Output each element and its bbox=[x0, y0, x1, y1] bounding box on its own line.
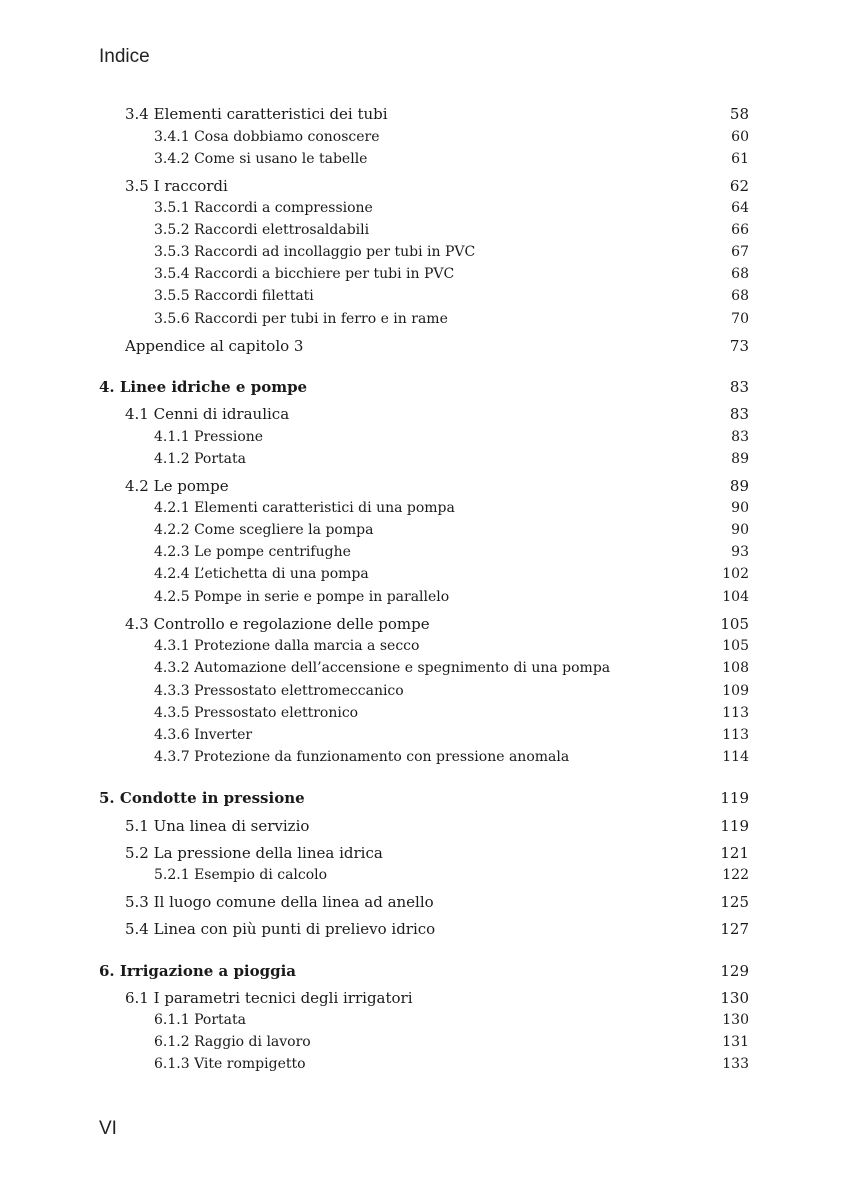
toc-entry-page: 119 bbox=[720, 789, 749, 807]
toc-entry-section[interactable] bbox=[0, 891, 846, 913]
toc-entry-page: 127 bbox=[720, 920, 749, 938]
toc-entry-title: 3.5.5 Raccordi filettati bbox=[154, 288, 314, 304]
toc-entry-subsection[interactable] bbox=[0, 426, 846, 448]
toc-entry-title: 6.1 I parametri tecnici degli irrigatori bbox=[125, 989, 413, 1007]
toc-entry-subsection[interactable] bbox=[0, 219, 846, 241]
toc-entry-subsection[interactable] bbox=[0, 285, 846, 307]
toc-entry-title: 4.3.2 Automazione dell’accensione e spegnimento di una pompa bbox=[154, 660, 611, 676]
toc-entry-title: 6.1.1 Portata bbox=[154, 1012, 246, 1028]
toc-entry-subsection[interactable] bbox=[0, 563, 846, 585]
toc-entry-page: 109 bbox=[722, 683, 749, 699]
toc-entry-title: 5.4 Linea con più punti di prelievo idrico bbox=[125, 920, 436, 938]
toc-entry-page: 130 bbox=[720, 989, 749, 1007]
toc-entry-subsection[interactable] bbox=[0, 448, 846, 470]
toc-entry-page: 131 bbox=[722, 1034, 749, 1050]
toc-entry-title: 3.5.2 Raccordi elettrosaldabili bbox=[154, 222, 370, 238]
toc-entry-subsection[interactable] bbox=[0, 746, 846, 768]
toc-entry-page: 133 bbox=[722, 1056, 749, 1072]
toc-entry-subsection[interactable] bbox=[0, 680, 846, 702]
toc-entry-section[interactable] bbox=[0, 475, 846, 497]
toc-entry-title: 3.5.6 Raccordi per tubi in ferro e in rame bbox=[154, 311, 448, 327]
toc-entry-title: 4.2.4 L’etichetta di una pompa bbox=[154, 566, 369, 582]
toc-entry-title: 6.1.2 Raggio di lavoro bbox=[154, 1034, 311, 1050]
toc-entry-chapter[interactable] bbox=[0, 376, 846, 398]
toc-entry-page: 93 bbox=[731, 544, 749, 560]
toc-entry-subsection[interactable] bbox=[0, 657, 846, 679]
toc-entry-subsection[interactable] bbox=[0, 241, 846, 263]
toc-entry-page: 125 bbox=[720, 893, 749, 911]
toc-entry-title: 5. Condotte in pressione bbox=[99, 789, 305, 807]
toc-entry-title: 4.2.5 Pompe in serie e pompe in parallelo bbox=[154, 589, 450, 605]
toc-entry-page: 105 bbox=[720, 615, 749, 633]
toc-entry-page: 89 bbox=[729, 477, 749, 495]
toc-entry-page: 119 bbox=[720, 817, 749, 835]
toc-entry-subsection[interactable] bbox=[0, 702, 846, 724]
toc-entry-subsection[interactable] bbox=[0, 263, 846, 285]
toc-entry-title: 6. Irrigazione a pioggia bbox=[99, 962, 297, 980]
toc-entry-title: 5.1 Una linea di servizio bbox=[125, 817, 310, 835]
toc-entry-page: 70 bbox=[731, 311, 749, 327]
toc-entry-page: 68 bbox=[731, 288, 749, 304]
toc-entry-page: 89 bbox=[731, 451, 749, 467]
toc-entry-title: 4.2.2 Come scegliere la pompa bbox=[154, 522, 374, 538]
toc-entry-appendix[interactable] bbox=[0, 335, 846, 357]
toc-entry-subsection[interactable] bbox=[0, 126, 846, 148]
toc-entry-title: 6.1.3 Vite rompigetto bbox=[154, 1056, 306, 1072]
toc-entry-page: 83 bbox=[729, 378, 749, 396]
toc-entry-title: 3.5.1 Raccordi a compressione bbox=[154, 200, 373, 216]
toc-entry-title: 4.3.6 Inverter bbox=[154, 727, 253, 743]
toc-entry-section[interactable] bbox=[0, 103, 846, 125]
toc-entry-section[interactable] bbox=[0, 403, 846, 425]
toc-entry-section[interactable] bbox=[0, 842, 846, 864]
toc-entry-page: 64 bbox=[731, 200, 749, 216]
toc-entry-title: 5.2 La pressione della linea idrica bbox=[125, 844, 383, 862]
toc-entry-title: 4.3 Controllo e regolazione delle pompe bbox=[125, 615, 430, 633]
page-number: VI bbox=[99, 1118, 117, 1139]
toc-entry-title: 3.5.4 Raccordi a bicchiere per tubi in PVC bbox=[154, 266, 455, 282]
toc-entry-title: 4.3.5 Pressostato elettronico bbox=[154, 705, 359, 721]
toc-entry-subsection[interactable] bbox=[0, 541, 846, 563]
toc-entry-subsection[interactable] bbox=[0, 308, 846, 330]
toc-entry-title: 4.3.3 Pressostato elettromeccanico bbox=[154, 683, 404, 699]
running-head: Indice bbox=[99, 46, 150, 67]
toc-entry-page: 66 bbox=[731, 222, 749, 238]
toc-entry-page: 61 bbox=[731, 151, 749, 167]
toc-entry-section[interactable] bbox=[0, 918, 846, 940]
toc-entry-subsection[interactable] bbox=[0, 1009, 846, 1031]
toc-entry-subsection[interactable] bbox=[0, 1053, 846, 1075]
toc-entry-page: 58 bbox=[729, 105, 749, 123]
toc-entry-title: 4.2.1 Elementi caratteristici di una pompa bbox=[154, 500, 455, 516]
toc-entry-title: 4.2.3 Le pompe centrifughe bbox=[154, 544, 351, 560]
toc-entry-title: 4.1.2 Portata bbox=[154, 451, 246, 467]
toc-entry-page: 104 bbox=[722, 589, 749, 605]
toc-entry-page: 130 bbox=[722, 1012, 749, 1028]
toc-entry-subsection[interactable] bbox=[0, 148, 846, 170]
toc-entry-page: 113 bbox=[722, 705, 749, 721]
toc-entry-page: 121 bbox=[720, 844, 749, 862]
toc-entry-chapter[interactable] bbox=[0, 960, 846, 982]
toc-entry-title: 5.2.1 Esempio di calcolo bbox=[154, 867, 328, 883]
toc-entry-section[interactable] bbox=[0, 175, 846, 197]
toc-entry-section[interactable] bbox=[0, 987, 846, 1009]
toc-entry-page: 122 bbox=[722, 867, 749, 883]
toc-entry-subsection[interactable] bbox=[0, 197, 846, 219]
toc-entry-subsection[interactable] bbox=[0, 586, 846, 608]
toc-entry-subsection[interactable] bbox=[0, 519, 846, 541]
toc-entry-page: 73 bbox=[729, 337, 749, 355]
toc-entry-page: 67 bbox=[731, 244, 749, 260]
toc-entry-page: 129 bbox=[720, 962, 749, 980]
toc-entry-title: 3.4 Elementi caratteristici dei tubi bbox=[125, 105, 388, 123]
toc-entry-chapter[interactable] bbox=[0, 787, 846, 809]
toc-entry-section[interactable] bbox=[0, 815, 846, 837]
toc-entry-page: 108 bbox=[722, 660, 749, 676]
toc-entry-subsection[interactable] bbox=[0, 1031, 846, 1053]
toc-entry-title: 4.3.7 Protezione da funzionamento con pressione anomala bbox=[154, 749, 570, 765]
toc-entry-title: 3.5 I raccordi bbox=[125, 177, 228, 195]
toc-entry-subsection[interactable] bbox=[0, 864, 846, 886]
toc-entry-subsection[interactable] bbox=[0, 635, 846, 657]
toc-entry-title: 4.1.1 Pressione bbox=[154, 429, 264, 445]
toc-entry-page: 62 bbox=[729, 177, 749, 195]
toc-entry-title: 3.4.1 Cosa dobbiamo conoscere bbox=[154, 129, 380, 145]
toc-entry-subsection[interactable] bbox=[0, 497, 846, 519]
toc-entry-page: 105 bbox=[722, 638, 749, 654]
toc-entry-page: 90 bbox=[731, 500, 749, 516]
toc-entry-title: 4. Linee idriche e pompe bbox=[99, 378, 308, 396]
toc-entry-page: 60 bbox=[731, 129, 749, 145]
toc-entry-title: 3.5.3 Raccordi ad incollaggio per tubi in PVC bbox=[154, 244, 476, 260]
toc-entry-title: 4.2 Le pompe bbox=[125, 477, 229, 495]
toc-entry-section[interactable] bbox=[0, 613, 846, 635]
toc-entry-page: 102 bbox=[722, 566, 749, 582]
toc-entry-title: 4.3.1 Protezione dalla marcia a secco bbox=[154, 638, 420, 654]
toc-entry-page: 83 bbox=[731, 429, 749, 445]
toc-entry-page: 90 bbox=[731, 522, 749, 538]
toc-entry-title: 5.3 Il luogo comune della linea ad anello bbox=[125, 893, 434, 911]
toc-entry-title: Appendice al capitolo 3 bbox=[125, 337, 304, 355]
toc-entry-subsection[interactable] bbox=[0, 724, 846, 746]
toc-entry-page: 83 bbox=[729, 405, 749, 423]
toc-entry-page: 114 bbox=[722, 749, 749, 765]
toc-entry-title: 3.4.2 Come si usano le tabelle bbox=[154, 151, 368, 167]
toc-entry-page: 113 bbox=[722, 727, 749, 743]
toc-entry-page: 68 bbox=[731, 266, 749, 282]
toc-entry-title: 4.1 Cenni di idraulica bbox=[125, 405, 290, 423]
